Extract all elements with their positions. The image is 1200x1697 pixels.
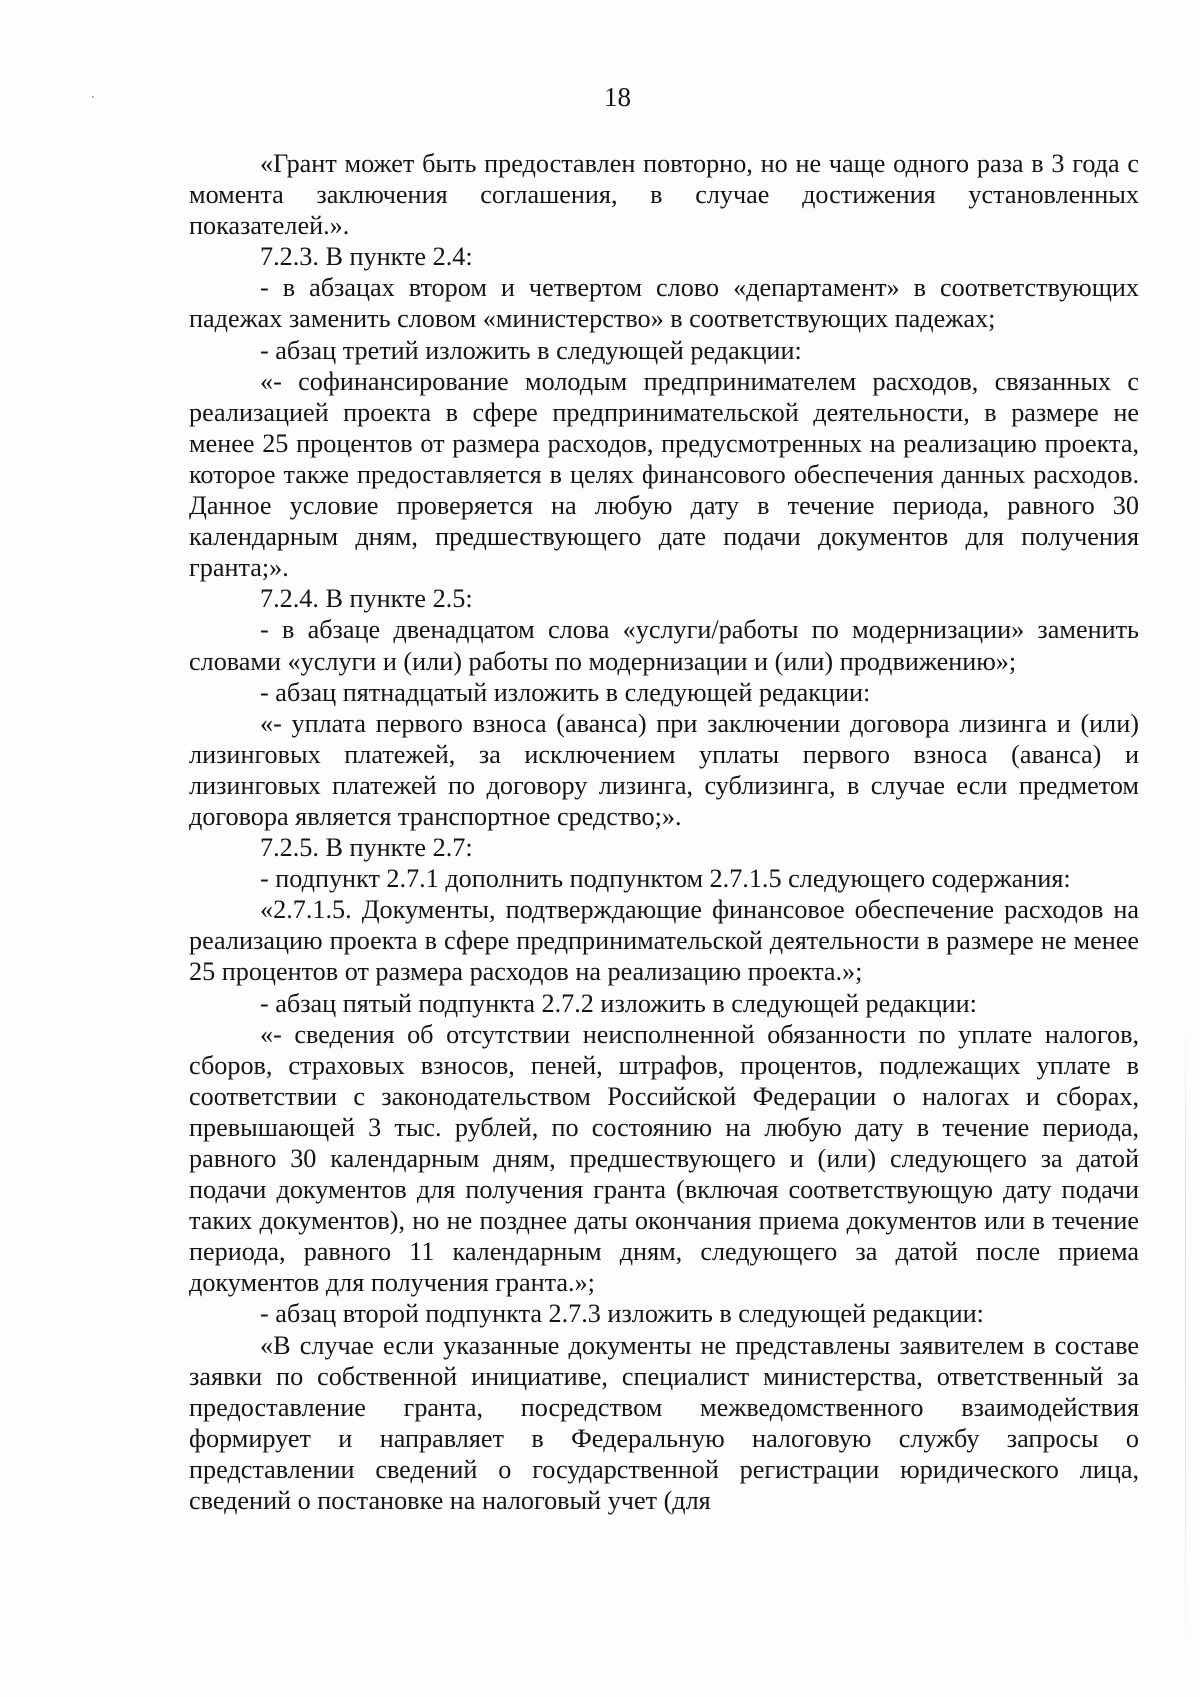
paragraph-documents-not-submitted: «В случае если указанные документы не представлены заявителем в составе заявки по собственной инициативе, специалист министерства, ответственный за предоставление гранта, посредством межведомственного взаимодействия формирует и направляет в Федеральную налоговую службу запросы о представлении сведений о государственной регистрации юридического лица, сведений о постановке на налоговый учет (для [189,1330,1139,1516]
document-body [189,148,1139,1516]
paragraph-leasing: «- уплата первого взноса (аванса) при заключении договора лизинга и (или) лизинговых платежей, за исключением уплаты первого взноса (аванса) и лизинговых платежей по договору лизинга, сублизинга, в случае если предметом договора является транспортное средство;». [189,708,1139,831]
paragraph-second-abzac-2-7-3: - абзац второй подпункта 2.7.3 изложить в следующей редакции: [260,1299,984,1329]
paragraph-cofinancing: «- софинансирование молодым предпринимателем расходов, связанных с реализацией проекта в сфере предпринимательской деятельности, в размере не менее 25 процентов от размера расходов, предусмотренных на реализацию проекта, которое также предоставляется в целях финансового обеспечения данных расходов. Данное условие проверяется на любую дату в течение периода, равного 30 календарным дням, предшествующего дате подачи документов для получения гранта;». [189,366,1139,583]
paragraph-fifth-abzac-2-7-2: - абзац пятый подпункта 2.7.2 изложить в следующей редакции: [260,988,977,1018]
paragraph-grant-repeat: «Грант может быть предоставлен повторно, но не чаще одного раза в 3 года с момента заключения соглашения, в случае достижения установленных показателей.». [189,149,1139,241]
paragraph-fifteenth-abzac: - абзац пятнадцатый изложить в следующей редакции: [260,677,871,707]
paragraph-subpoint-2-7-1: - подпункт 2.7.1 дополнить подпунктом 2.7.1.5 следующего содержания: [260,864,1071,894]
page-number: 18 [604,82,631,112]
paragraph-2-7-1-5: «2.7.1.5. Документы, подтверждающие финансовое обеспечение расходов на реализацию проекта в сфере предпринимательской деятельности в размере не менее 25 процентов от размера расходов на реализацию проекта.»; [189,895,1139,987]
paragraph-7-2-4: 7.2.4. В пункте 2.5: [260,584,473,614]
paragraph-twelfth-abzac: - в абзаце двенадцатом слова «услуги/работы по модернизации» заменить словами «услуги и (или) работы по модернизации и (или) продвижению»; [189,615,1139,676]
paragraph-third-abzac: - абзац третий изложить в следующей редакции: [260,335,802,365]
paragraph-7-2-5: 7.2.5. В пункте 2.7: [260,833,473,863]
paragraph-tax-obligation: «- сведения об отсутствии неисполненной обязанности по уплате налогов, сборов, страховых взносов, пеней, штрафов, процентов, подлежащих уплате в соответствии с законодательством Российской Федерации о налогах и сборах, превышающей 3 тыс. рублей, по состоянию на любую дату в течение периода, равного 30 календарным дням, предшествующего и (или) следующего за датой подачи документов для получения гранта (включая соответствующую дату подачи таких документов), но не позднее даты окончания приема документов или в течение периода, равного 11 календарным дням, следующего за датой после приема документов для получения гранта.»; [189,1019,1139,1298]
scan-edge-line [1185,1000,1186,1690]
paragraph-replace-department: - в абзацах втором и четвертом слово «департамент» в соответствующих падежах заменить словом «министерство» в соответствующих падежах; [189,273,1139,334]
paragraph-7-2-3: 7.2.3. В пункте 2.4: [260,242,473,272]
